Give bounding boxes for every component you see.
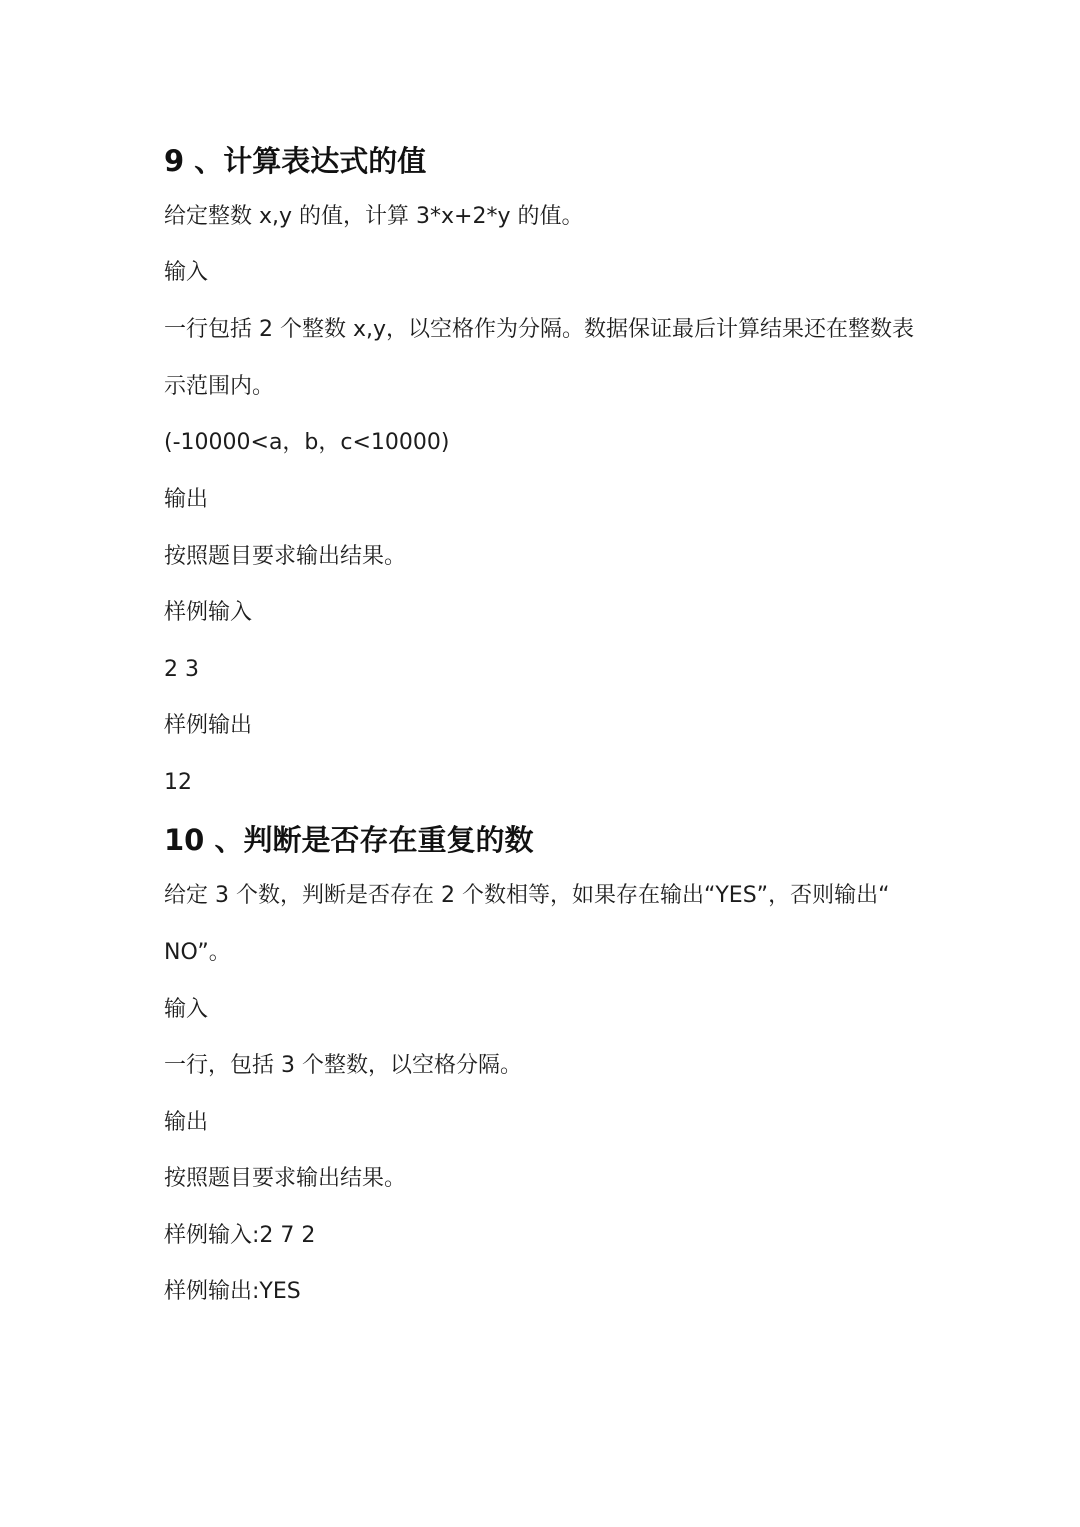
- problem-10-sample-input: 样例输入:2 7 2: [164, 1223, 316, 1248]
- problem-10-output-desc: 按照题目要求输出结果。: [164, 1166, 407, 1191]
- problem-10-description-line1: 给定 3 个数，判断是否存在 2 个数相等，如果存在输出“YES”，否则输出“: [164, 883, 890, 908]
- problem-10-output-label: 输出: [164, 1110, 209, 1135]
- problem-9-output-label: 输出: [164, 487, 209, 512]
- problem-9-output-desc: 按照题目要求输出结果。: [164, 544, 407, 569]
- problem-9-description: 给定整数 x,y 的值，计算 3*x+2*y 的值。: [164, 204, 584, 229]
- problem-10-input-label: 输入: [164, 997, 209, 1022]
- problem-9-input-label: 输入: [164, 260, 209, 285]
- problem-9-range: (-10000<a，b，c<10000): [164, 430, 450, 455]
- problem-10-description-line2: NO”。: [164, 940, 231, 965]
- problem-9-sample-input: 2 3: [164, 657, 199, 682]
- problem-10-input-desc: 一行，包括 3 个整数，以空格分隔。: [164, 1053, 522, 1078]
- problem-9-input-desc-line2: 示范围内。: [164, 374, 275, 399]
- problem-10-title: 10 、判断是否存在重复的数: [164, 823, 534, 857]
- problem-10-sample-output: 样例输出:YES: [164, 1279, 301, 1304]
- problem-9-sample-output: 12: [164, 770, 192, 795]
- problem-9-sample-input-label: 样例输入: [164, 600, 253, 625]
- problem-9-input-desc-line1: 一行包括 2 个整数 x,y，以空格作为分隔。数据保证最后计算结果还在整数表: [164, 317, 915, 342]
- problem-9-sample-output-label: 样例输出: [164, 713, 253, 738]
- problem-9-title: 9 、计算表达式的值: [164, 144, 427, 178]
